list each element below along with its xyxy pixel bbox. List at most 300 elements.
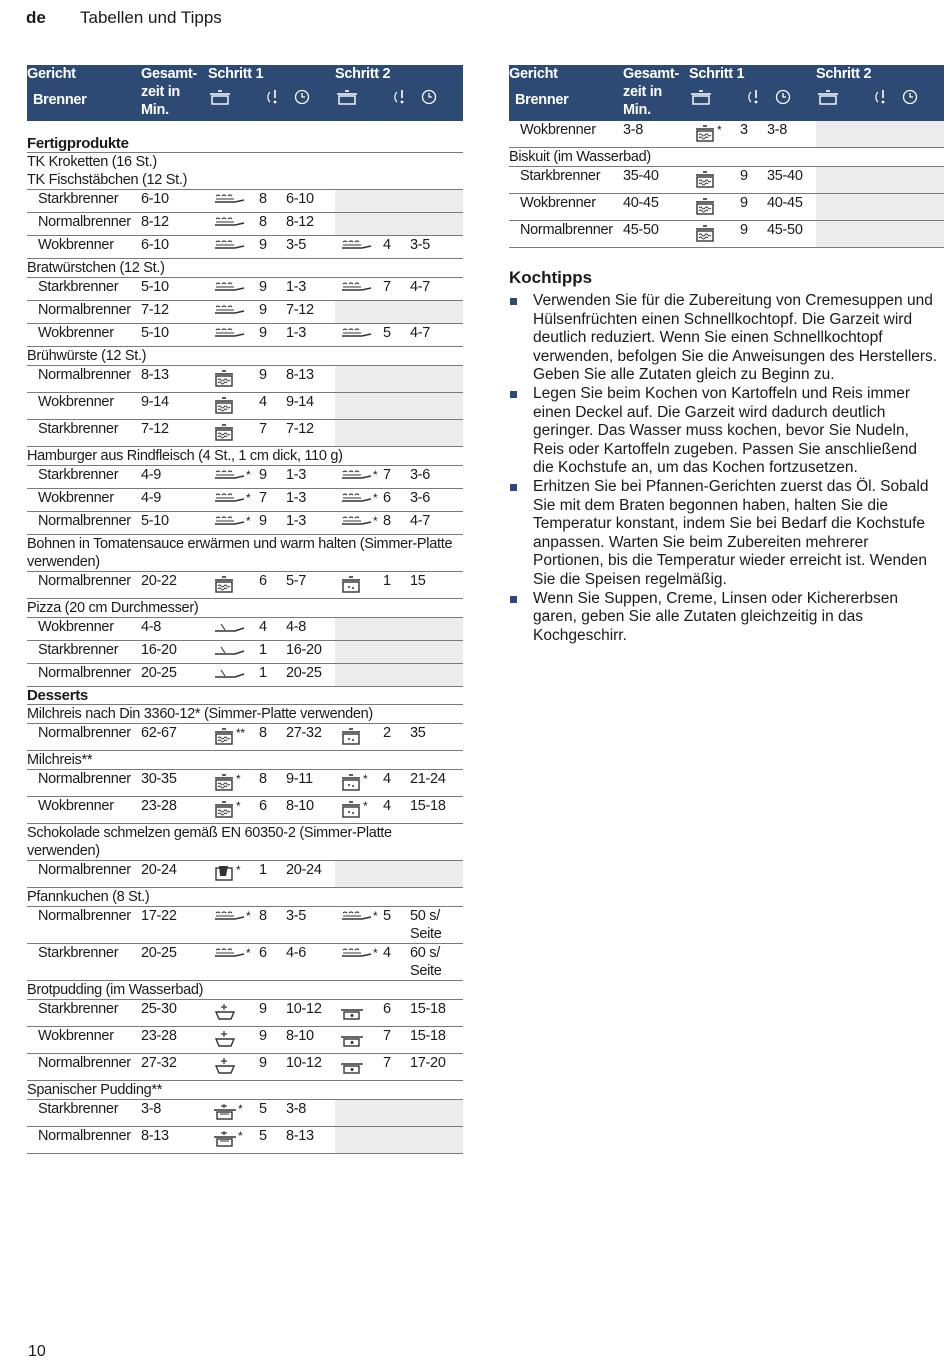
step-2-time: 4-7 [410,512,463,535]
total-time: 16-20 [141,641,208,664]
cookware-cell [335,213,383,236]
step-1-time: 35-40 [767,167,816,194]
table-row [27,618,463,641]
pot-boiling-icon [694,224,716,247]
step-1-level: 3 [740,120,767,148]
cookware-cell [335,724,383,751]
burner-name: Wokbrenner [27,236,141,259]
step-2-time: 3-6 [410,489,463,512]
step-1-level: 8 [259,213,286,236]
table-row [27,512,463,535]
header-step-2-label: Schritt 2 [816,66,872,82]
step-1-level: 9 [259,1027,286,1054]
burner-name: Normalbrenner [27,1054,141,1081]
burner-name: Normalbrenner [27,301,141,324]
header-gericht: Gericht [509,66,558,82]
dish-name: TK Fischstäbchen (12 St.) [27,171,463,190]
table-row [27,572,463,599]
cookware-cell [335,301,383,324]
footnote-marker: * [246,468,251,482]
step-1-time: 10-12 [286,1054,335,1081]
page-number: 10 [28,1343,46,1360]
step-1-level: 8 [259,724,286,751]
table-row [27,236,463,259]
step-1-level: 8 [259,907,286,944]
step-1-time: 1-3 [286,278,335,301]
total-time: 4-8 [141,618,208,641]
step-2-level: 7 [383,278,410,301]
table-row [509,167,944,194]
total-time: 9-14 [141,393,208,420]
heat-level-icon [874,89,892,105]
cookware-cell [335,489,383,512]
total-time: 4-9 [141,466,208,489]
header-step-2 [335,65,463,120]
cookware-cell [208,393,259,420]
burner-name: Starkbrenner [27,641,141,664]
dish-name: Milchreis** [27,751,463,770]
table-row [27,770,463,797]
step-2-level: 4 [383,797,410,824]
step-2-level: 4 [383,770,410,797]
cookware-cell [335,907,383,944]
header-step-2-icons [335,89,463,105]
step-1-level: 8 [259,770,286,797]
step-2-time: 21-24 [410,770,463,797]
total-time: 23-28 [141,797,208,824]
bowl-icon [213,1003,237,1026]
dish-row [509,148,944,167]
pot-boiling-icon [694,197,716,220]
step-1-time: 8-13 [286,366,335,393]
step-2-time: 4-7 [410,324,463,347]
step-1-time: 1-3 [286,489,335,512]
step-2-level [383,301,410,324]
tip-text: Verwenden Sie für die Zubereitung von Cremesuppen und Hülsenfrüchten einen Schnellkochtopf. Die Garzeit wird deutlich reduziert. Wenn Sie einen Schnellkochtopf verwenden, befolgen Sie die Anweisungen des Herstellers. Geben Sie alle Zutaten gleich zu Beginn zu. [533,292,938,384]
cookware-cell [208,572,259,599]
bullet-square-icon [510,298,517,305]
burner-name: Wokbrenner [27,393,141,420]
dish-row [27,981,463,1000]
step-2-time [410,1100,463,1127]
cookware-cell [208,724,259,751]
total-time: 35-40 [623,167,689,194]
dish-row [27,535,463,572]
step-2-level [383,641,410,664]
table-row [27,907,463,944]
burner-name: Starkbrenner [27,466,141,489]
step-1-level: 9 [259,1054,286,1081]
dish-name: Bratwürstchen (12 St.) [27,259,463,278]
burner-name: Normalbrenner [27,213,141,236]
step-1-level: 9 [259,512,286,535]
cookware-cell [335,572,383,599]
step-1-level: 1 [259,641,286,664]
pot-boiling-icon [213,727,235,750]
step-2-time [410,641,463,664]
step-2-level [864,221,891,248]
footnote-marker: * [246,491,251,505]
step-1-time: 9-11 [286,770,335,797]
frying-pan-icon [340,281,372,300]
burner-name: Wokbrenner [509,120,623,148]
total-time: 3-8 [141,1100,208,1127]
total-time: 62-67 [141,724,208,751]
total-time: 7-12 [141,301,208,324]
table-row [27,664,463,687]
tips-list [509,292,939,645]
burner-name: Starkbrenner [27,944,141,981]
dish-row [27,599,463,618]
step-1-level: 9 [740,221,767,248]
header-step-1-label: Schritt 1 [208,66,264,82]
burner-name: Normalbrenner [27,664,141,687]
chocolate-melt-icon [213,864,235,887]
step-1-time: 8-13 [286,1127,335,1154]
step-2-level: 7 [383,1027,410,1054]
frying-pan-icon [340,515,372,534]
step-1-time: 1-3 [286,324,335,347]
cookware-cell [335,1100,383,1127]
footnote-marker: * [236,799,241,813]
step-1-level: 9 [259,466,286,489]
cookware-icon [335,89,359,105]
step-1-time: 4-8 [286,618,335,641]
heat-level-icon [266,89,284,105]
bullet-square-icon [510,596,517,603]
frying-pan-icon [213,304,245,323]
step-2-level [864,194,891,221]
step-2-level [383,618,410,641]
cooking-table-right [509,65,944,248]
step-2-time: 3-6 [410,466,463,489]
clock-icon [902,89,918,105]
burner-name: Wokbrenner [509,194,623,221]
dish-name: Schokolade schmelzen gemäß EN 60350-2 (Simmer-Platte verwenden) [27,824,463,861]
footnote-marker: * [246,946,251,960]
cookware-cell [208,190,259,213]
footnote-marker: * [246,909,251,923]
step-1-level: 1 [259,861,286,888]
total-time: 20-24 [141,861,208,888]
dish-row [27,1081,463,1100]
footnote-marker: * [373,468,378,482]
step-2-time: 15 [410,572,463,599]
total-time: 5-10 [141,278,208,301]
burner-name: Normalbrenner [27,572,141,599]
bullet-square-icon [510,391,517,398]
header-gericht: Gericht [27,66,76,82]
dish-row [27,153,463,172]
table-row [27,301,463,324]
pot-boiling-icon [213,575,235,598]
dish-name: Brühwürste (12 St.) [27,347,463,366]
step-2-level [864,167,891,194]
frying-pan-icon [213,281,245,300]
step-2-level: 4 [383,944,410,981]
total-time: 8-12 [141,213,208,236]
cookware-cell [208,770,259,797]
dish-name: Spanischer Pudding** [27,1081,463,1100]
burner-name: Normalbrenner [27,366,141,393]
cookware-cell [335,664,383,687]
pan-icon [213,621,245,640]
total-time: 25-30 [141,1000,208,1027]
cookware-cell [689,194,740,221]
step-2-level [383,213,410,236]
frying-pan-icon [213,216,245,235]
cookware-cell [208,489,259,512]
step-2-time [410,664,463,687]
cookware-cell [208,1054,259,1081]
water-bath-pot-icon [340,1057,364,1080]
step-1-time: 10-12 [286,1000,335,1027]
step-1-time: 8-12 [286,213,335,236]
burner-name: Normalbrenner [509,221,623,248]
dish-row [27,259,463,278]
total-time: 6-10 [141,190,208,213]
pot-boiling-icon [213,773,235,796]
step-1-level: 9 [259,278,286,301]
pot-boiling-icon [213,423,235,446]
table-row [27,944,463,981]
frying-pan-icon [213,469,245,488]
total-time: 3-8 [623,120,689,148]
header-step-2-icons [816,89,944,105]
total-time: 30-35 [141,770,208,797]
step-2-time [891,167,944,194]
step-2-level: 4 [383,236,410,259]
footnote-marker: ** [236,726,245,740]
table-row [27,213,463,236]
burner-name: Wokbrenner [27,797,141,824]
step-2-level: 1 [383,572,410,599]
cookware-cell [208,861,259,888]
tip-text: Erhitzen Sie bei Pfannen-Gerichten zuerst das Öl. Sobald Sie mit dem Braten begonnen haben, halten Sie die Temperatur konstant, indem Sie bei Bedarf die Kochstufe anpassen. Warten Sie beim Zubereiten mehrerer Portionen, bis die Temperatur wieder erreicht ist. Wenden Sie die Speisen regelmäßig. [533,477,929,588]
frying-pan-icon [340,239,372,258]
frying-pan-icon [213,492,245,511]
table-row [27,861,463,888]
cookware-cell [335,1027,383,1054]
cookware-cell [335,770,383,797]
step-2-level [383,1127,410,1154]
total-time: 40-45 [623,194,689,221]
cookware-cell [816,167,864,194]
water-bath-pot-icon [340,1030,364,1053]
table-row [27,393,463,420]
step-1-level: 9 [259,301,286,324]
step-1-level: 5 [259,1127,286,1154]
step-1-time: 40-45 [767,194,816,221]
dish-name: Bohnen in Tomatensauce erwärmen und warm halten (Simmer-Platte verwenden) [27,535,463,572]
burner-name: Starkbrenner [27,1000,141,1027]
cookware-cell [208,641,259,664]
burner-name: Normalbrenner [27,1127,141,1154]
cookware-cell [335,278,383,301]
frying-pan-icon [213,193,245,212]
step-2-level: 6 [383,489,410,512]
burner-name: Normalbrenner [27,861,141,888]
burner-name: Wokbrenner [27,489,141,512]
step-1-time: 5-7 [286,572,335,599]
cookware-cell [208,420,259,447]
step-2-time [891,120,944,148]
step-1-time: 7-12 [286,301,335,324]
cookware-cell [335,944,383,981]
table-row [27,797,463,824]
dish-name: Biskuit (im Wasserbad) [509,148,944,167]
cookware-cell [335,366,383,393]
step-1-level: 6 [259,572,286,599]
pot-simmer-icon [340,575,362,598]
bowl-in-pot-icon [213,1130,237,1153]
step-1-time: 8-10 [286,797,335,824]
total-time: 8-13 [141,366,208,393]
pot-boiling-icon [213,396,235,419]
step-2-level [383,861,410,888]
cookware-cell [208,236,259,259]
dish-name: Hamburger aus Rindfleisch (4 St., 1 cm dick, 110 g) [27,447,463,466]
frying-pan-icon [213,947,245,966]
table-row [27,1000,463,1027]
cookware-cell [816,194,864,221]
pan-icon [213,667,245,686]
header-step-2 [816,65,944,120]
step-2-time: 17-20 [410,1054,463,1081]
step-2-level [864,120,891,148]
cookware-cell [816,120,864,148]
step-2-time: 50 s/ Seite [410,907,463,944]
tip-text: Wenn Sie Suppen, Creme, Linsen oder Kichererbsen garen, geben Sie alle Zutaten gleichzeitig in das Kochgeschirr. [533,589,899,644]
table-row [509,221,944,248]
burner-name: Normalbrenner [27,770,141,797]
step-2-time: 60 s/ Seite [410,944,463,981]
cookware-cell [335,236,383,259]
section-heading-row [27,687,463,705]
burner-name: Starkbrenner [27,278,141,301]
total-time: 7-12 [141,420,208,447]
frying-pan-icon [213,515,245,534]
cookware-cell [208,301,259,324]
footnote-marker: * [373,946,378,960]
dish-name: Brotpudding (im Wasserbad) [27,981,463,1000]
bowl-icon [213,1057,237,1080]
section-heading-row [27,120,463,153]
cookware-cell [208,1000,259,1027]
footnote-marker: * [363,799,368,813]
step-2-level [383,420,410,447]
total-time: 20-22 [141,572,208,599]
cookware-cell [335,512,383,535]
step-2-level [383,190,410,213]
cookware-cell [208,366,259,393]
table-row [27,466,463,489]
dish-row [27,751,463,770]
heat-level-icon [747,89,765,105]
burner-name: Starkbrenner [27,420,141,447]
cookware-icon [208,89,232,105]
header-total-time: Gesamt- zeit in Min. [623,65,689,120]
cookware-cell [335,190,383,213]
footnote-marker: * [238,1129,243,1143]
step-2-level [383,366,410,393]
table-row [27,1127,463,1154]
total-time: 5-10 [141,324,208,347]
footnote-marker: * [236,772,241,786]
burner-name: Wokbrenner [27,324,141,347]
dish-row [27,347,463,366]
step-1-time: 7-12 [286,420,335,447]
step-2-time [891,221,944,248]
table-row [27,324,463,347]
table-row [27,641,463,664]
step-2-time [410,393,463,420]
cookware-cell [208,213,259,236]
header-total-time: Gesamt- zeit in Min. [141,65,208,120]
total-time: 17-22 [141,907,208,944]
step-2-time: 15-18 [410,1000,463,1027]
bullet-square-icon [510,484,517,491]
footnote-marker: * [373,491,378,505]
pot-simmer-icon [340,800,362,823]
cookware-cell [208,278,259,301]
step-2-time [410,861,463,888]
frying-pan-icon [340,492,372,511]
cookware-cell [208,1127,259,1154]
header-brenner: Brenner [33,92,87,108]
step-2-time [891,194,944,221]
step-1-level: 7 [259,420,286,447]
frying-pan-icon [340,469,372,488]
cookware-cell [208,664,259,687]
cookware-cell [208,1100,259,1127]
step-1-level: 1 [259,664,286,687]
step-1-time: 3-8 [286,1100,335,1127]
cookware-cell [689,120,740,148]
cookware-cell [208,1027,259,1054]
step-1-time: 16-20 [286,641,335,664]
cookware-cell [208,324,259,347]
total-time: 5-10 [141,512,208,535]
table-row [27,489,463,512]
step-1-time: 8-10 [286,1027,335,1054]
step-1-time: 20-24 [286,861,335,888]
cookware-cell [208,797,259,824]
frying-pan-icon [213,239,245,258]
tips-title: Kochtipps [509,268,593,287]
step-1-time: 3-5 [286,236,335,259]
header-step-1-icons [208,89,335,105]
table-row [27,1054,463,1081]
pot-boiling-icon [694,170,716,193]
cookware-cell [335,618,383,641]
step-1-level: 9 [259,236,286,259]
tip-item [509,385,939,478]
table-row [509,194,944,221]
step-1-level: 8 [259,190,286,213]
header-step-1-icons [689,89,816,105]
step-1-level: 9 [259,1000,286,1027]
table-row [509,120,944,148]
burner-name: Wokbrenner [27,618,141,641]
step-2-level [383,393,410,420]
step-2-time [410,366,463,393]
step-2-time [410,1127,463,1154]
cookware-cell [335,641,383,664]
frying-pan-icon [213,327,245,346]
total-time: 20-25 [141,664,208,687]
table-row [27,1100,463,1127]
